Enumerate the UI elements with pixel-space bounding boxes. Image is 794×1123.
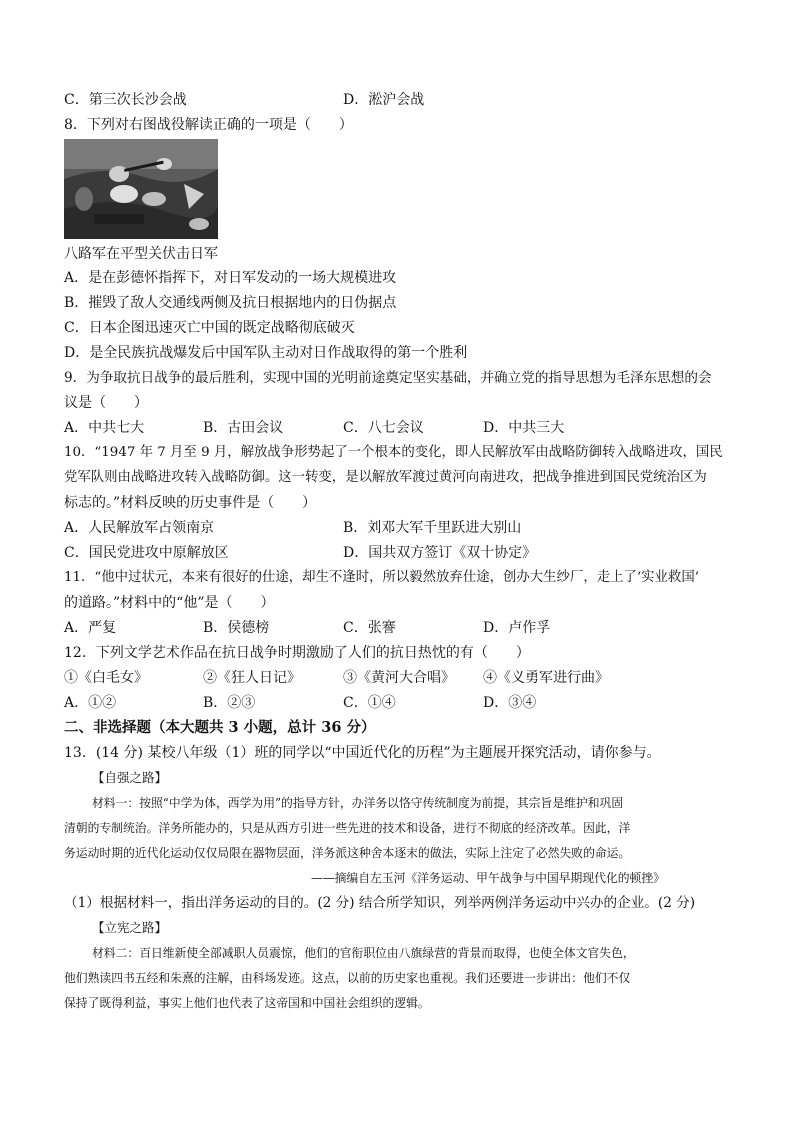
q9-option-a: A．中共七大 bbox=[64, 420, 145, 436]
q11-option-c: C．张謇 bbox=[343, 620, 396, 636]
q11-option-b: B．侯德榜 bbox=[203, 620, 270, 636]
q8-option-d: D．是全民族抗战爆发后中国军队主动对日作战取得的第一个胜利 bbox=[64, 345, 468, 361]
q13-heading-constitutional: 【立宪之路】 bbox=[92, 920, 168, 935]
q8-battle-photo bbox=[64, 139, 218, 239]
q13-material1-line2: 清朝的专制统治。洋务所能办的，只是从西方引进一些先进的技术和设备，进行不彻底的经济改革。因此，洋 bbox=[64, 821, 631, 835]
q9-option-c: C．八七会议 bbox=[343, 420, 424, 436]
q12-work-1: ①《白毛女》 bbox=[64, 670, 148, 686]
q10-option-c: C．国民党进攻中原解放区 bbox=[64, 545, 229, 561]
q10-stem-line2: 党军队则由战略进攻转入战略防御。这一转变，是以解放军渡过黄河向南进攻，把战争推进到国民党统治区为 bbox=[64, 470, 707, 485]
q12-stem: 12．下列文学艺术作品在抗日战争时期激励了人们的抗日热忱的有（ ） bbox=[64, 645, 530, 661]
q10-option-b: B．刘邓大军千里跃进大别山 bbox=[343, 520, 522, 536]
q10-stem-line1: 10．“1947 年 7 月至 9 月，解放战争形势起了一个根本的变化，即人民解放军由战略防御转入战略进攻，国民 bbox=[64, 445, 723, 460]
q13-material2-line3: 保持了既得利益，事实上他们也代表了这帝国和中国社会组织的逻辑。 bbox=[64, 996, 430, 1010]
q10-option-d: D．国共双方签订《双十协定》 bbox=[343, 545, 537, 561]
q10-stem-line3: 标志的。”材料反映的历史事件是（ ） bbox=[64, 495, 317, 511]
q13-material1-line3: 务运动时期的近代化运动仅仅局限在器物层面，洋务派这种舍本逐末的做法，实际上注定了必然失败的命运。 bbox=[64, 846, 631, 860]
q9-option-d: D．中共三大 bbox=[483, 420, 565, 436]
q8-option-c: C．日本企图迅速灭亡中国的既定战略彻底破灭 bbox=[64, 320, 355, 336]
battle-photo-image bbox=[64, 139, 218, 239]
q13-material1-source: ——摘编自左玉河《洋务运动、甲午战争与中国早期现代化的顿挫》 bbox=[311, 871, 665, 885]
q12-work-2: ②《狂人日记》 bbox=[203, 670, 301, 686]
q12-option-c: C．①④ bbox=[343, 695, 396, 711]
q13-material1-line1: 材料一：按照“中学为体，西学为用”的指导方针，办洋务以恪守传统制度为前提，其宗旨是维护和巩固 bbox=[92, 796, 624, 810]
q13-material2-line2: 他们熟读四书五经和朱熹的注解，由科场发迹。这点，以前的历史家也重视。我们还要进一步讲出：他们不仅 bbox=[64, 971, 631, 985]
q8-stem: 8．下列对右图战役解读正确的一项是（ ） bbox=[64, 117, 353, 133]
q12-option-b: B．②③ bbox=[203, 695, 256, 711]
q11-stem-line1: 11．“他中过状元，本来有很好的仕途，却生不逢时，所以毅然放弃仕途，创办大生纱厂，走上了‘实业救国’ bbox=[64, 570, 699, 585]
q8-photo-caption: 八路军在平型关伏击日军 bbox=[64, 246, 218, 262]
q12-option-d: D．③④ bbox=[483, 695, 537, 711]
q10-option-a: A．人民解放军占领南京 bbox=[64, 520, 215, 536]
q13-subquestion-1: （1）根据材料一，指出洋务运动的目的。(2 分) 结合所学知识，列举两例洋务运动中兴办的企业。(2 分) bbox=[64, 895, 696, 911]
q13-heading-self-strengthening: 【自强之路】 bbox=[92, 770, 168, 785]
q8-option-a: A．是在彭德怀指挥下，对日军发动的一场大规模进攻 bbox=[64, 270, 397, 286]
q12-option-a: A．①② bbox=[64, 695, 117, 711]
q9-option-b: B．古田会议 bbox=[203, 420, 284, 436]
q9-stem-line2: 议是（ ） bbox=[64, 395, 148, 411]
q8-option-b: B．摧毁了敌人交通线两侧及抗日根据地内的日伪据点 bbox=[64, 295, 397, 311]
q12-work-4: ④《义勇军进行曲》 bbox=[483, 670, 609, 686]
q13-material2-line1: 材料二：百日维新使全部减职人员震惊，他们的官衔职位由八旗绿营的背景而取得，也使全体文官失色， bbox=[92, 946, 635, 960]
q9-stem-line1: 9．为争取抗日战争的最后胜利，实现中国的光明前途奠定坚实基础，并确立党的指导思想为毛泽东思想的会 bbox=[64, 370, 712, 386]
section-heading: 二、非选择题（本大题共 3 小题，总计 36 分） bbox=[64, 719, 376, 736]
q7-option-c: C．第三次长沙会战 bbox=[64, 92, 187, 108]
q11-stem-line2: 的道路。”材料中的“他”是（ ） bbox=[64, 595, 275, 611]
q11-option-a: A．严复 bbox=[64, 620, 117, 636]
q13-stem: 13．(14 分) 某校八年级（1）班的同学以“中国近代化的历程”为主题展开探究活动，请你参与。 bbox=[64, 745, 661, 761]
q11-option-d: D．卢作孚 bbox=[483, 620, 551, 636]
q7-option-d: D．淞沪会战 bbox=[343, 92, 425, 108]
q12-work-3: ③《黄河大合唱》 bbox=[343, 670, 455, 686]
